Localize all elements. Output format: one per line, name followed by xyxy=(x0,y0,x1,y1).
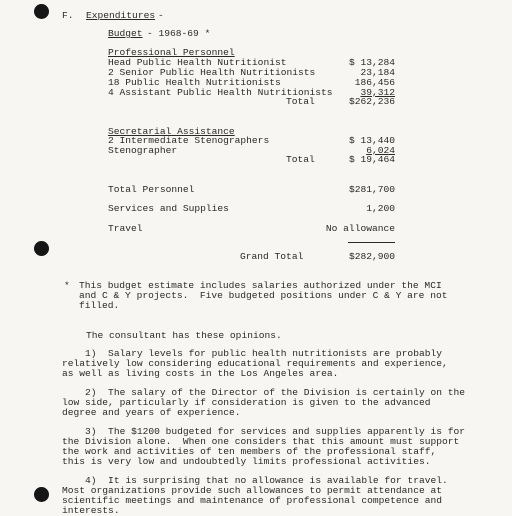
professional-item-label: Head Public Health Nutritionist xyxy=(108,57,287,68)
secretarial-item-label: 2 Intermediate Stenographers xyxy=(108,135,270,146)
secretarial-heading: Secretarial Assistance xyxy=(108,126,235,137)
opinion-line: as well as living costs in the Los Angeles area. xyxy=(62,368,339,379)
opinion-line: the work and activities of ten members of the professional staff, xyxy=(62,446,437,457)
total-personnel-label: Total Personnel xyxy=(108,184,195,195)
professional-total-label: Total xyxy=(286,96,315,107)
professional-item-amount: 39,312 xyxy=(360,87,395,98)
opinion-line: this is very low and undoubtedly limits professional activities. xyxy=(62,456,431,467)
section-letter: F. xyxy=(62,10,74,21)
grand-total-label: Grand Total xyxy=(240,251,304,262)
professional-item-amount: 23,184 xyxy=(360,67,395,78)
professional-heading: Professional Personnel xyxy=(108,47,235,58)
services-amount: 1,200 xyxy=(366,203,395,214)
punch-hole-bottom xyxy=(34,487,49,502)
travel-amount: No allowance xyxy=(325,223,395,234)
opinion-line: 3) The $1200 budgeted for services and supplies apparently is for xyxy=(62,426,466,437)
opinion-line: Most organizations provide such allowances to permit attendance at xyxy=(62,485,442,496)
opinion-line: interests. xyxy=(62,505,120,516)
punch-hole-top xyxy=(34,4,49,19)
professional-item-label: 2 Senior Public Health Nutritionists xyxy=(108,67,316,78)
professional-item-amount: $ 13,284 xyxy=(348,57,395,68)
opinion-line: the Division alone. When one considers that this amount must support xyxy=(62,436,460,447)
secretarial-item-amount: $ 13,440 xyxy=(348,135,395,146)
punch-hole-middle xyxy=(34,241,49,256)
budget-period: - 1968-69 * xyxy=(147,28,211,39)
opinion-line: scientific meetings and maintenance of professional competence and xyxy=(62,495,442,506)
section-title: Expenditures xyxy=(86,10,156,21)
section-title-dash: - xyxy=(158,10,164,21)
footnote-line: This budget estimate includes salaries authorized under the MCI xyxy=(79,280,442,291)
travel-label: Travel xyxy=(108,223,143,234)
opinion-line: 2) The salary of the Director of the Division is certainly on the xyxy=(62,387,466,398)
services-label: Services and Supplies xyxy=(108,203,229,214)
secretarial-item-amount: 6,024 xyxy=(366,145,395,156)
grand-total-rule xyxy=(348,242,395,243)
professional-item-label: 18 Public Health Nutritionists xyxy=(108,77,281,88)
professional-total-amount: $262,236 xyxy=(348,96,395,107)
professional-item-amount: 186,456 xyxy=(354,77,395,88)
budget-label: Budget xyxy=(108,28,143,39)
secretarial-item-label: Stenographer xyxy=(108,145,178,156)
opinion-line: low side, particularly if consideration is given to the advanced xyxy=(62,397,431,408)
footnote-line: and C & Y projects. Five budgeted positions under C & Y are not xyxy=(79,290,448,301)
footnote-line: filled. xyxy=(79,300,120,311)
total-personnel-amount: $281,700 xyxy=(348,184,395,195)
opinion-line: degree and years of experience. xyxy=(62,407,241,418)
professional-item-label: 4 Assistant Public Health Nutritionists xyxy=(108,87,333,98)
opinions-intro: The consultant has these opinions. xyxy=(86,330,282,341)
secretarial-total-amount: $ 19,464 xyxy=(348,154,395,165)
grand-total-amount: $282,900 xyxy=(348,251,395,262)
secretarial-total-label: Total xyxy=(286,154,315,165)
opinion-line: relatively low considering educational requirements and experience, xyxy=(62,358,448,369)
opinion-line: 1) Salary levels for public health nutritionists are probably xyxy=(62,348,442,359)
opinion-line: 4) It is surprising that no allowance is available for travel. xyxy=(62,475,448,486)
footnote-marker: * xyxy=(64,280,70,291)
